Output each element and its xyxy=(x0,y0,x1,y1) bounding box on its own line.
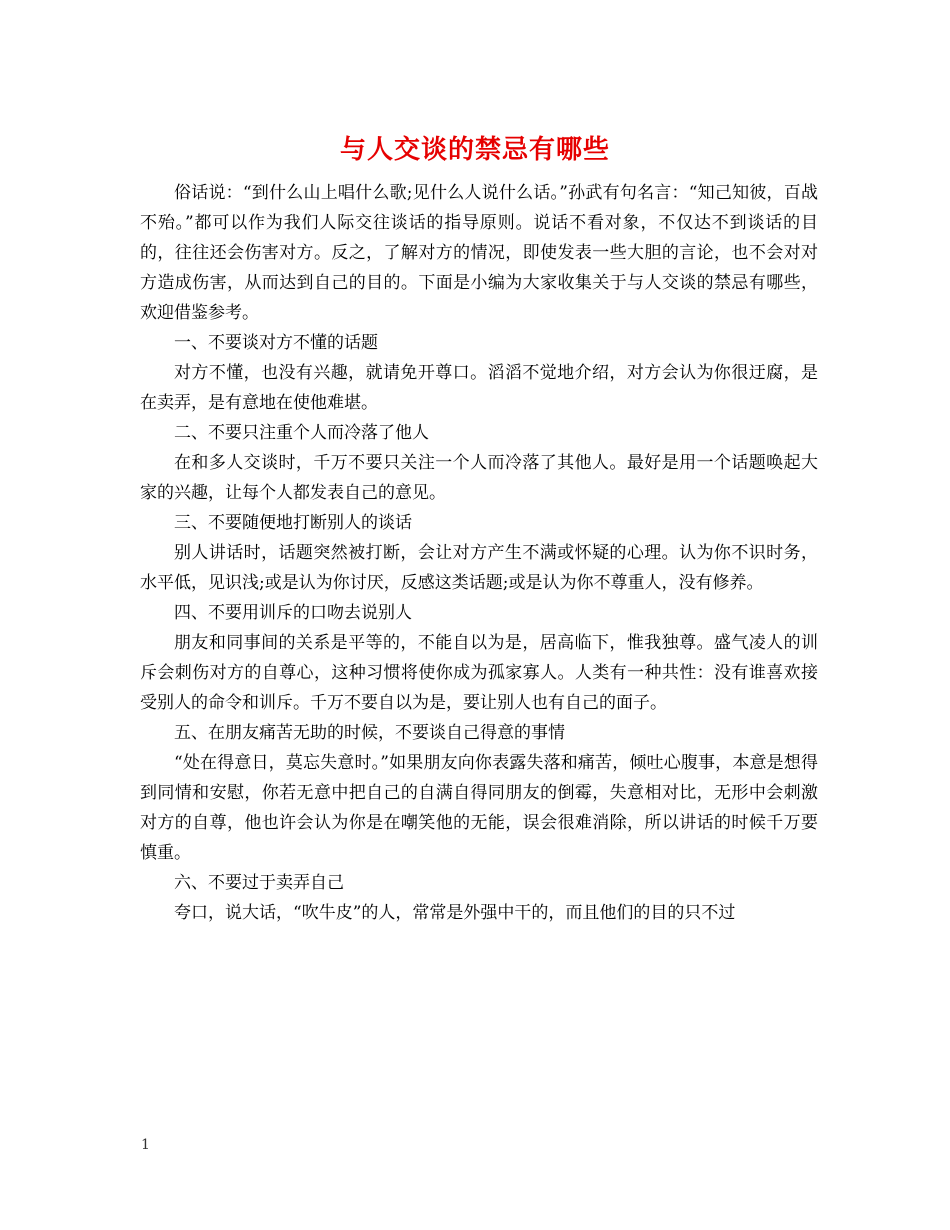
document-body xyxy=(140,178,818,928)
section-heading-1: 一、不要谈对方不懂的话题 xyxy=(174,333,378,353)
section-heading-4: 四、不要用训斥的口吻去说别人 xyxy=(174,603,412,623)
document-title: 与人交谈的禁忌有哪些 xyxy=(339,135,610,165)
paragraph-intro: 俗话说：“到什么山上唱什么歌;见什么人说什么话。”孙武有句名言：“知己知彼，百战不殆。”都可以作为我们人际交往谈话的指导原则。说话不看对象，不仅达不到谈话的目的，往往还会伤害对方。反之，了解对方的情况，即使发表一些大胆的言论，也不会对对方造成伤害，从而达到自己的目的。下面是小编为大家收集关于与人交谈的禁忌有哪些，欢迎借鉴参考。 xyxy=(140,183,818,323)
page-number: 1 xyxy=(141,1137,150,1153)
paragraph-1: 对方不懂，也没有兴趣，就请免开尊口。滔滔不觉地介绍，对方会认为你很迂腐，是在卖弄，是有意地在使他难堪。 xyxy=(140,363,818,413)
section-heading-6: 六、不要过于卖弄自己 xyxy=(174,873,344,893)
section-heading-2: 二、不要只注重个人而冷落了他人 xyxy=(174,423,429,443)
paragraph-6: 夸口，说大话，“吹牛皮”的人，常常是外强中干的，而且他们的目的只不过 xyxy=(174,903,736,923)
section-heading-3: 三、不要随便地打断别人的谈话 xyxy=(174,513,412,533)
section-heading-5: 五、在朋友痛苦无助的时候，不要谈自己得意的事情 xyxy=(174,723,565,743)
paragraph-3: 别人讲话时，话题突然被打断，会让对方产生不满或怀疑的心理。认为你不识时务，水平低，见识浅;或是认为你讨厌，反感这类话题;或是认为你不尊重人，没有修养。 xyxy=(140,543,818,593)
paragraph-2: 在和多人交谈时，千万不要只关注一个人而冷落了其他人。最好是用一个话题唤起大家的兴趣，让每个人都发表自己的意见。 xyxy=(140,453,818,503)
paragraph-5: “处在得意日，莫忘失意时。”如果朋友向你表露失落和痛苦，倾吐心腹事，本意是想得到同情和安慰，你若无意中把自己的自满自得同朋友的倒霉，失意相对比，无形中会刺激对方的自尊，他也许会认为你是在嘲笑他的无能，误会很难消除，所以讲话的时候千万要慎重。 xyxy=(140,753,818,863)
paragraph-4: 朋友和同事间的关系是平等的，不能自以为是，居高临下，惟我独尊。盛气凌人的训斥会刺伤对方的自尊心，这种习惯将使你成为孤家寡人。人类有一种共性：没有谁喜欢接受别人的命令和训斥。千万不要自以为是，要让别人也有自己的面子。 xyxy=(140,633,818,713)
